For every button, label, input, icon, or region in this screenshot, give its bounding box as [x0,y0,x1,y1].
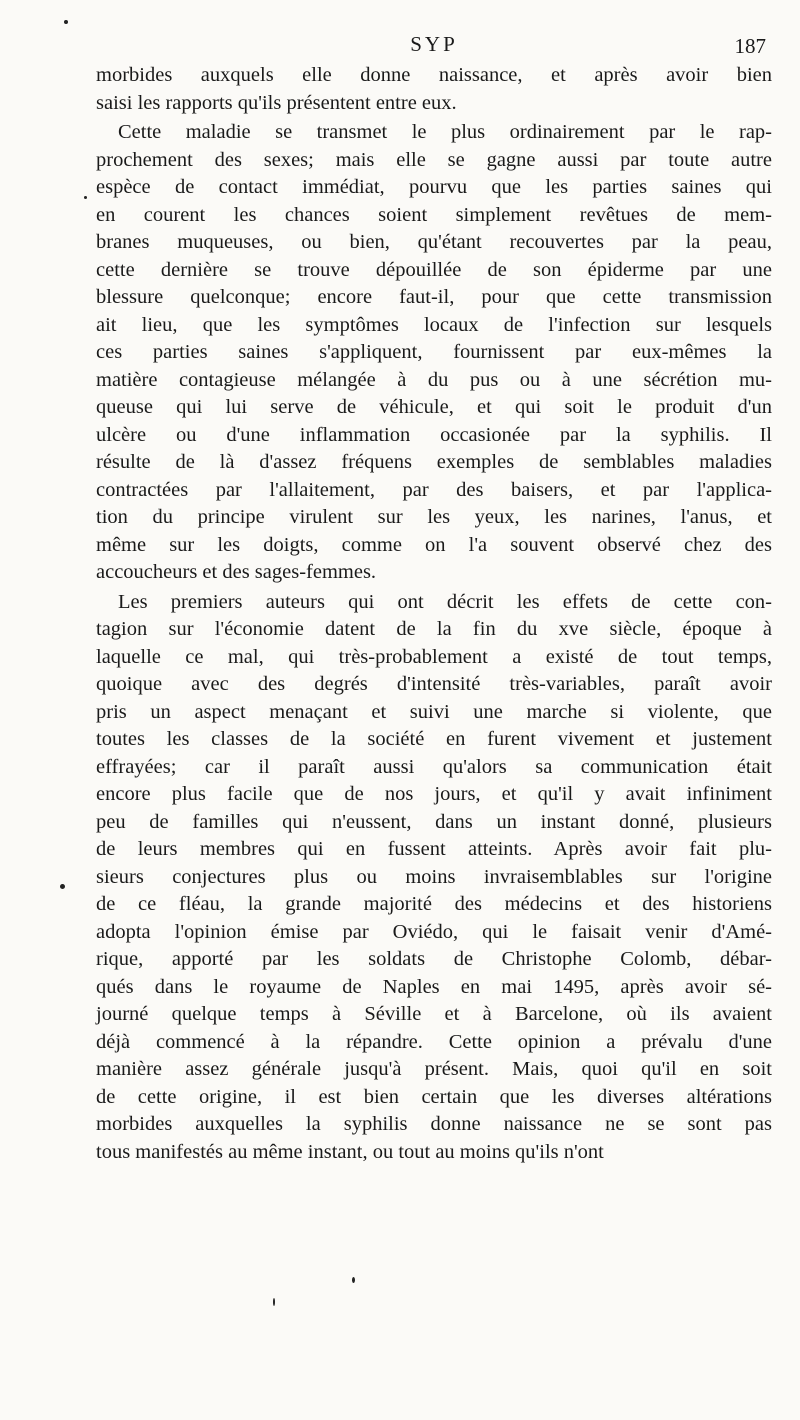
text-line: toutes les classes de la société en furent vivement et justement [96,728,772,750]
scan-speck [60,884,65,889]
text-line: ait lieu, que les symptômes locaux de l'infection sur lesquels [96,313,772,336]
text-line: Les premiers auteurs qui ont décrit les effets de cette con- [118,590,772,613]
text-line: résulte de là d'assez fréquens exemples de semblables maladies [96,451,772,473]
text-line: morbides auxquels elle donne naissance, et après avoir bien [96,64,772,86]
text-line: blessure quelconque; encore faut-il, pour que cette transmission [96,286,772,308]
text-line: quoique avec des degrés d'intensité très-variables, paraît avoir [96,673,772,695]
text-line: de ce fléau, la grande majorité des médecins et des historiens [96,893,772,915]
text-line: déjà commencé à la répandre. Cette opinion a prévalu d'une [96,1030,772,1053]
text-line: ulcère ou d'une inflammation occasionée par la syphilis. Il [96,423,772,446]
text-line: tagion sur l'économie datent de la fin du xve siècle, époque à [96,618,772,640]
text-line: Cette maladie se transmet le plus ordinairement par le rap- [118,121,772,143]
text-line: tion du principe virulent sur les yeux, les narines, l'anus, et [96,506,772,528]
page-number: 187 [734,34,766,58]
text-line: encore plus facile que de nos jours, et qu'il y avait infiniment [96,783,772,805]
text-line: espèce de contact immédiat, pourvu que les parties saines qui [96,176,772,198]
scan-speck [352,1277,355,1283]
text-line: laquelle ce mal, qui très-probablement a existé de tout temps, [96,645,772,668]
body-text [96,62,772,1166]
text-line: tous manifestés au même instant, ou tout au moins qu'ils n'ont [96,1140,604,1163]
scan-speck [84,196,87,199]
text-line: prochement des sexes; mais elle se gagne aussi par toute autre [96,148,772,171]
text-line: accoucheurs et des sages-femmes. [96,561,377,583]
text-line: morbides auxquelles la syphilis donne naissance ne se sont pas [96,1113,772,1135]
text-line: manière assez générale jusqu'à présent. Mais, quoi qu'il en soit [96,1058,772,1080]
text-line: effrayées; car il paraît aussi qu'alors sa communication était [96,755,772,778]
text-line: queuse qui lui serve de véhicule, et qui soit le produit d'un [96,396,772,418]
page-header [96,26,772,66]
text-line: même sur les doigts, comme on l'a souvent observé chez des [96,533,772,556]
running-head: SYP [410,32,458,56]
text-line: peu de familles qui n'eussent, dans un instant donné, plusieurs [96,810,772,833]
text-line: de cette origine, il est bien certain que les diverses altérations [96,1085,772,1108]
scan-speck [64,20,68,24]
paragraph-2 [96,119,772,587]
text-line: adopta l'opinion émise par Oviédo, qui le faisait venir d'Amé- [96,920,772,943]
text-line: de leurs membres qui en fussent atteints. Après avoir fait plu- [96,838,772,860]
text-line: pris un aspect menaçant et suivi une marche si violente, que [96,700,772,723]
text-line: matière contagieuse mélangée à du pus ou à une sécrétion mu- [96,368,772,391]
text-line: en courent les chances soient simplement revêtues de mem- [96,203,772,226]
text-line: cette dernière se trouve dépouillée de son épiderme par une [96,258,772,281]
text-line: qués dans le royaume de Naples en mai 1495, après avoir sé- [96,975,772,998]
text-line: contractées par l'allaitement, par des baisers, et par l'applica- [96,478,772,501]
text-line: branes muqueuses, ou bien, qu'étant recouvertes par la peau, [96,231,772,253]
paragraph-1 [96,62,772,117]
text-line: journé quelque temps à Séville et à Barcelone, où ils avaient [96,1003,772,1025]
scan-speck [273,1298,275,1306]
text-line: sieurs conjectures plus ou moins invraisemblables sur l'origine [96,865,772,888]
text-line: rique, apporté par les soldats de Christophe Colomb, débar- [96,948,772,970]
text-line: ces parties saines s'appliquent, fournissent par eux-mêmes la [96,341,772,363]
text-line: saisi les rapports qu'ils présentent entre eux. [96,91,457,114]
paragraph-3 [96,589,772,1167]
